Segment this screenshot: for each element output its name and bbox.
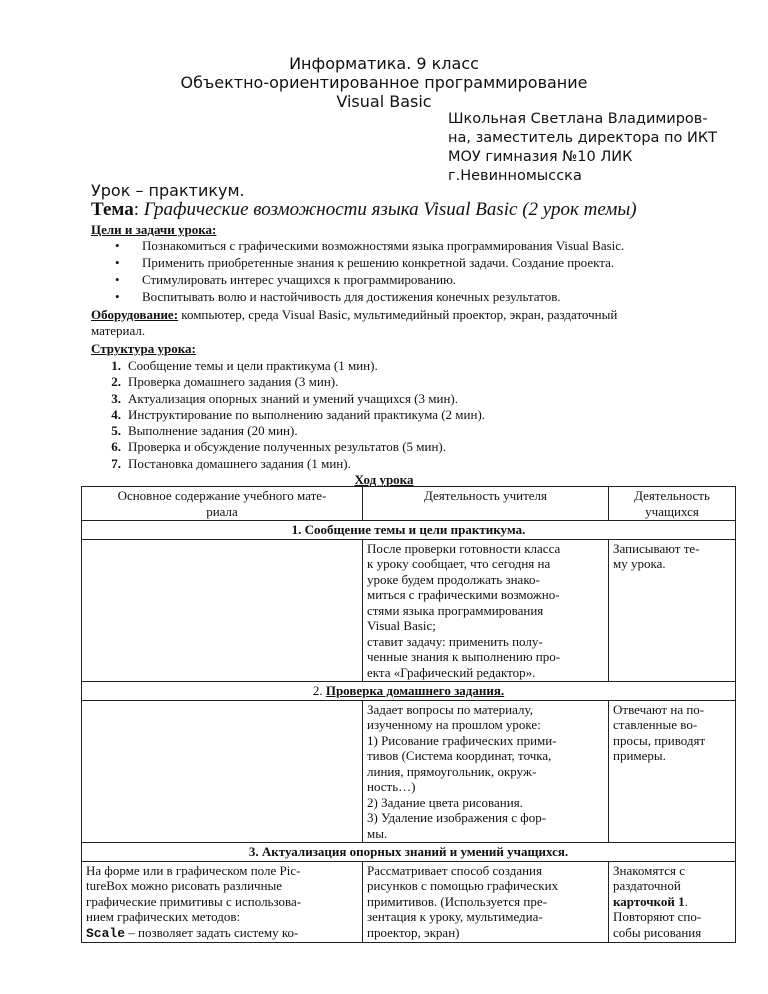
table-row bbox=[82, 539, 736, 682]
topic-label: Тема bbox=[91, 199, 134, 220]
section-row bbox=[82, 843, 736, 862]
table-row bbox=[82, 700, 736, 843]
students-cell: Знакомятся с раздаточной карточкой 1. Повторяют спо- собы рисования bbox=[609, 861, 736, 943]
equipment-text-cont: материал. bbox=[91, 322, 146, 338]
content-cell bbox=[82, 539, 363, 682]
lesson-progress-title: Ход урока bbox=[354, 472, 414, 487]
author-line: на, заместитель директора по ИКТ bbox=[448, 130, 717, 146]
structure-item: 1. Сообщение темы и цели практикума (1 мин). bbox=[111, 358, 378, 373]
topic-heading bbox=[91, 199, 637, 221]
goal-item: • Познакомиться с графическими возможностями языка программирования Visual Basic. bbox=[91, 237, 624, 254]
teacher-cell: Рассматривает способ создания рисунков с помощью графических примитивов. (Используется пре- зентация к уроку, мультимедиа- проектор, экран) bbox=[363, 861, 609, 943]
structure-item: 6. Проверка и обсуждение полученных результатов (5 мин). bbox=[111, 439, 446, 455]
structure-item: 4. Инструктирование по выполнению заданий практикума (2 мин). bbox=[111, 406, 486, 422]
section-row bbox=[82, 682, 736, 701]
structure-item: 5. Выполнение задания (20 мин). bbox=[111, 423, 298, 439]
structure-list bbox=[91, 358, 485, 472]
code-keyword: Scale bbox=[86, 925, 126, 941]
subject-title: Информатика. 9 класс bbox=[289, 54, 479, 73]
table-header-row bbox=[82, 487, 736, 521]
structure-item: 2. Проверка домашнего задания (3 мин). bbox=[111, 374, 339, 390]
equipment-text: компьютер, среда Visual Basic, мультимедийный проектор, экран, раздаточный bbox=[178, 307, 618, 322]
equipment-heading: Оборудование: bbox=[91, 307, 179, 322]
lesson-progress-table bbox=[81, 486, 736, 943]
students-cell: Отвечают на по- ставленные во- просы, приводят примеры. bbox=[609, 700, 736, 843]
course-title: Объектно-ориентированное программирование bbox=[180, 73, 588, 92]
author-line: г.Невинномысска bbox=[448, 168, 582, 184]
goal-item: • Применить приобретенные знания к решению конкретной задачи. Создание проекта. bbox=[91, 254, 624, 271]
topic-sep: : bbox=[133, 199, 144, 220]
section-title-2: 2. Проверка домашнего задания. bbox=[82, 682, 736, 701]
structure-item: 7. Постановка домашнего задания (1 мин). bbox=[111, 455, 351, 471]
lesson-type: Урок – практикум. bbox=[91, 181, 245, 200]
author-line: МОУ гимназия №10 ЛИК bbox=[448, 149, 633, 165]
goal-item: • Воспитывать волю и настойчивость для достижения конечных результатов. bbox=[91, 288, 624, 305]
header-content: Основное содержание учебного мате- риала bbox=[82, 487, 363, 521]
structure-heading: Структура урока: bbox=[91, 341, 196, 356]
goals-list bbox=[91, 237, 624, 305]
content-cell bbox=[82, 700, 363, 843]
author-line: Школьная Светлана Владимиров- bbox=[448, 111, 708, 127]
section-title-1: 1. Сообщение темы и цели практикума. bbox=[82, 521, 736, 540]
teacher-cell: После проверки готовности класса к уроку сообщает, что сегодня на уроке будем продолжать знако- миться с графическими возможно- стями языка программирования Visual Basic; ставит задачу: применить полу- ченные знания к выполнению про- екта «Графический редактор». bbox=[363, 539, 609, 682]
section-title-3: 3. Актуализация опорных знаний и умений учащихся. bbox=[82, 843, 736, 862]
table-row bbox=[82, 861, 736, 943]
section-row bbox=[82, 521, 736, 540]
header-students: Деятельность учащихся bbox=[609, 487, 736, 521]
students-cell: Записывают те- му урока. bbox=[609, 539, 736, 682]
content-cell: На форме или в графическом поле Pic- tureBox можно рисовать различные графические примитивы с использова- нием графических методов: Scale – позволяет задать систему ко- bbox=[82, 861, 363, 943]
structure-item: 3. Актуализация опорных знаний и умений учащихся (3 мин). bbox=[111, 390, 458, 406]
goals-heading: Цели и задачи урока: bbox=[91, 222, 217, 237]
header-teacher: Деятельность учителя bbox=[363, 487, 609, 521]
teacher-cell: Задает вопросы по материалу, изученному на прошлом уроке: 1) Рисование графических прими- тивов (Система координат, точка, линия, прямоугольник, окруж- ность…) 2) Задание цвета рисования. 3) Удаление изображения с фор- мы. bbox=[363, 700, 609, 843]
language-title: Visual Basic bbox=[336, 92, 432, 111]
equipment-block bbox=[91, 307, 741, 338]
goal-item: • Стимулировать интерес учащихся к программированию. bbox=[91, 271, 624, 288]
topic-text: Графические возможности языка Visual Basic (2 урок темы) bbox=[143, 199, 637, 220]
author-block bbox=[448, 110, 748, 186]
